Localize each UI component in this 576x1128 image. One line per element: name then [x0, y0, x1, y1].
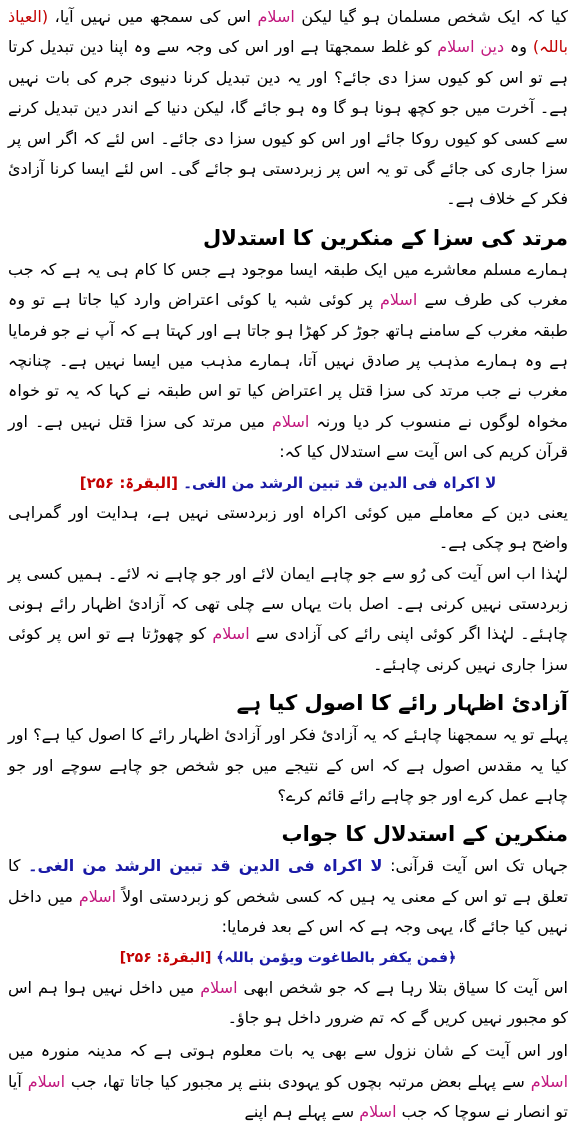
text-run: وہ	[504, 37, 533, 57]
text-run: جہاں تک اس آیت قرآنی:	[382, 856, 569, 876]
text-run: کیا کہ ایک شخص مسلمان ہو گیا لیکن	[294, 7, 568, 26]
islam-highlight: اسلام	[200, 977, 238, 997]
text-run: میں مرتد کی سزا قتل نہیں ہے۔ اور قرآن کریم کی اس آیت سے استدلال کیا کہ:	[8, 411, 568, 462]
paragraph-intro	[8, 2, 568, 215]
text-run: اس آیت کا سیاق بتلا رہا ہے کہ جو شخص ابھی	[237, 977, 568, 997]
verse-text: ﴿فمن یکفر بالطاغوت ویؤمن باللہ﴾	[216, 949, 457, 966]
text-run: کا تعلق ہے تو اس کے معنی یہ ہیں کہ کسی شخص کو زبردستی اولاً	[8, 856, 569, 906]
section-heading-deniers-argument: مرتد کی سزا کے منکرین کا استدلال	[203, 225, 568, 250]
paragraph-context	[8, 973, 568, 1034]
islam-highlight: اسلام	[530, 1071, 569, 1091]
text-run: ہمارے مسلم معاشرے میں ایک طبقہ ایسا موجود ہے جس کا کام ہی یہ ہے کہ جب مغرب کی طرف سے	[8, 259, 568, 310]
quran-verse	[8, 468, 568, 498]
text-run: میں داخل نہیں ہوا ہم اس کو مجبور نہیں کریں گے کہ تم ضرور داخل ہو جاؤ۔	[8, 977, 568, 1027]
text-run: کو غلط سمجھتا ہے اور اس کی وجہ سے وہ اپنا دین تبدیل کرتا ہے تو اس کو کیوں سزا دی جائے؟ اور یہ دین تبدیل کرنا دنیوی جرم کی بات نہیں ہے۔ آخرت میں جو کچھ ہونا ہو گا وہ ہو جائے گا، لیکن دنیا کے اندر دین تبدیل کرنے سے کسی کو کیوں روکا جائے اور اس کو کیوں سزا دی جائے۔ اس لئے کہ اگر اس پر سزا جاری کی جائے گی تو یہ اس پر زبردستی ہو جائے گی۔ اس لئے ایسا کرنا آزادئ فکر کے خلاف ہے۔	[8, 37, 568, 209]
text-run: میں داخل نہیں کیا جائے گا، یہی وجہ ہے کہ اس کے بعد فرمایا:	[8, 886, 568, 937]
verse-reference: [البقرۃ: ۲۵۶]	[79, 473, 178, 492]
section-heading-free-expression: آزادئ اظہار رائے کا اصول کیا ہے	[236, 691, 568, 716]
text-run: سے پہلے ہم اپنے	[244, 1102, 360, 1122]
islam-highlight: اسلام	[257, 7, 295, 26]
islam-highlight: اسلام	[27, 1071, 66, 1091]
invocation-highlight: (العیاذ باللہ)	[8, 7, 568, 57]
paragraph-revelation-context	[8, 1036, 568, 1127]
text-run: کو چھوڑتا ہے تو اس پر کوئی سزا جاری نہیں کرنی چاہئے۔	[8, 624, 568, 674]
paragraph-response	[8, 851, 568, 942]
text-run: اور اس آیت کے شان نزول سے بھی یہ بات معلوم ہوتی ہے کہ مدینہ منورہ میں	[8, 1041, 568, 1061]
text-run: لہٰذا اب اس آیت کی رُو سے جو چاہے ایمان لائے اور جو چاہے نہ لائے۔ ہمیں کسی پر زبردستی نہیں کرنی ہے۔ اصل بات یہاں سے چلی تھی کہ آزادئ اظہار رائے ہونی چاہئے۔ لہٰذا اگر کوئی اپنی رائے کی آزادی سے	[8, 563, 568, 644]
inline-verse: لا اکراہ فی الدین قد تبین الرشد من الغی۔	[28, 856, 383, 876]
quran-verse	[8, 943, 568, 973]
verse-reference: [البقرۃ: ۲۵۶]	[119, 949, 212, 966]
islam-highlight: اسلام	[78, 886, 117, 906]
section-heading-response: منکرین کے استدلال کا جواب	[281, 822, 568, 847]
text-run: پر کوئی شبہ یا کوئی اعتراض وارد کیا جاتا ہے تو وہ طبقہ مغرب کے سامنے ہاتھ جوڑ کر کھڑا ہو جاتا ہے اور کہتا ہے کہ آپ نے جو فرمایا ہے وہ ہمارے مذہب پر صادق نہیں آتا، ہمارے مذہب میں ایسا نہیں ہے۔ چنانچہ مغرب نے جب مرتد کی سزا قتل پر اعتراض کیا تو اس طبقہ نے کہا کہ یہ تو خواہ مخواہ لوگوں نے منسوب کر دیا ورنہ	[8, 290, 568, 431]
text-run: آیا تو انصار نے سوچا کہ جب	[8, 1071, 568, 1122]
islam-highlight: دین اسلام	[437, 37, 505, 57]
islam-highlight: اسلام	[271, 411, 310, 431]
islam-highlight: اسلام	[359, 1102, 397, 1122]
paragraph-deniers	[8, 255, 568, 468]
paragraph-verse-meaning: یعنی دین کے معاملے میں کوئی اکراہ اور زبردستی نہیں ہے، ہدایت اور گمراہی واضح ہو چکی ہے۔	[8, 502, 568, 553]
verse-text: لا اکراہ فی الدین قد تبین الرشد من الغی۔	[183, 473, 497, 492]
text-run: اس کی سمجھ میں نہیں آیا،	[48, 7, 258, 26]
islam-highlight: اسلام	[212, 624, 250, 644]
text-run: سے پہلے بعض مرتبہ بچوں کو یہودی بننے پر مجبور کیا جاتا تھا، جب	[65, 1071, 531, 1091]
islam-highlight: اسلام	[379, 290, 418, 310]
paragraph-conclusion	[8, 559, 568, 681]
paragraph-free-expression: پہلے تو یہ سمجھنا چاہئے کہ یہ آزادئ فکر اور آزادئ اظہار رائے کا اصول کیا ہے؟ اور کیا یہ مقدس اصول ہے کہ اس کے نتیجے میں جو شخص جو چاہے سوچے اور جو چاہے عمل کرے اور جو چاہے رائے قائم کرے؟	[8, 725, 568, 805]
